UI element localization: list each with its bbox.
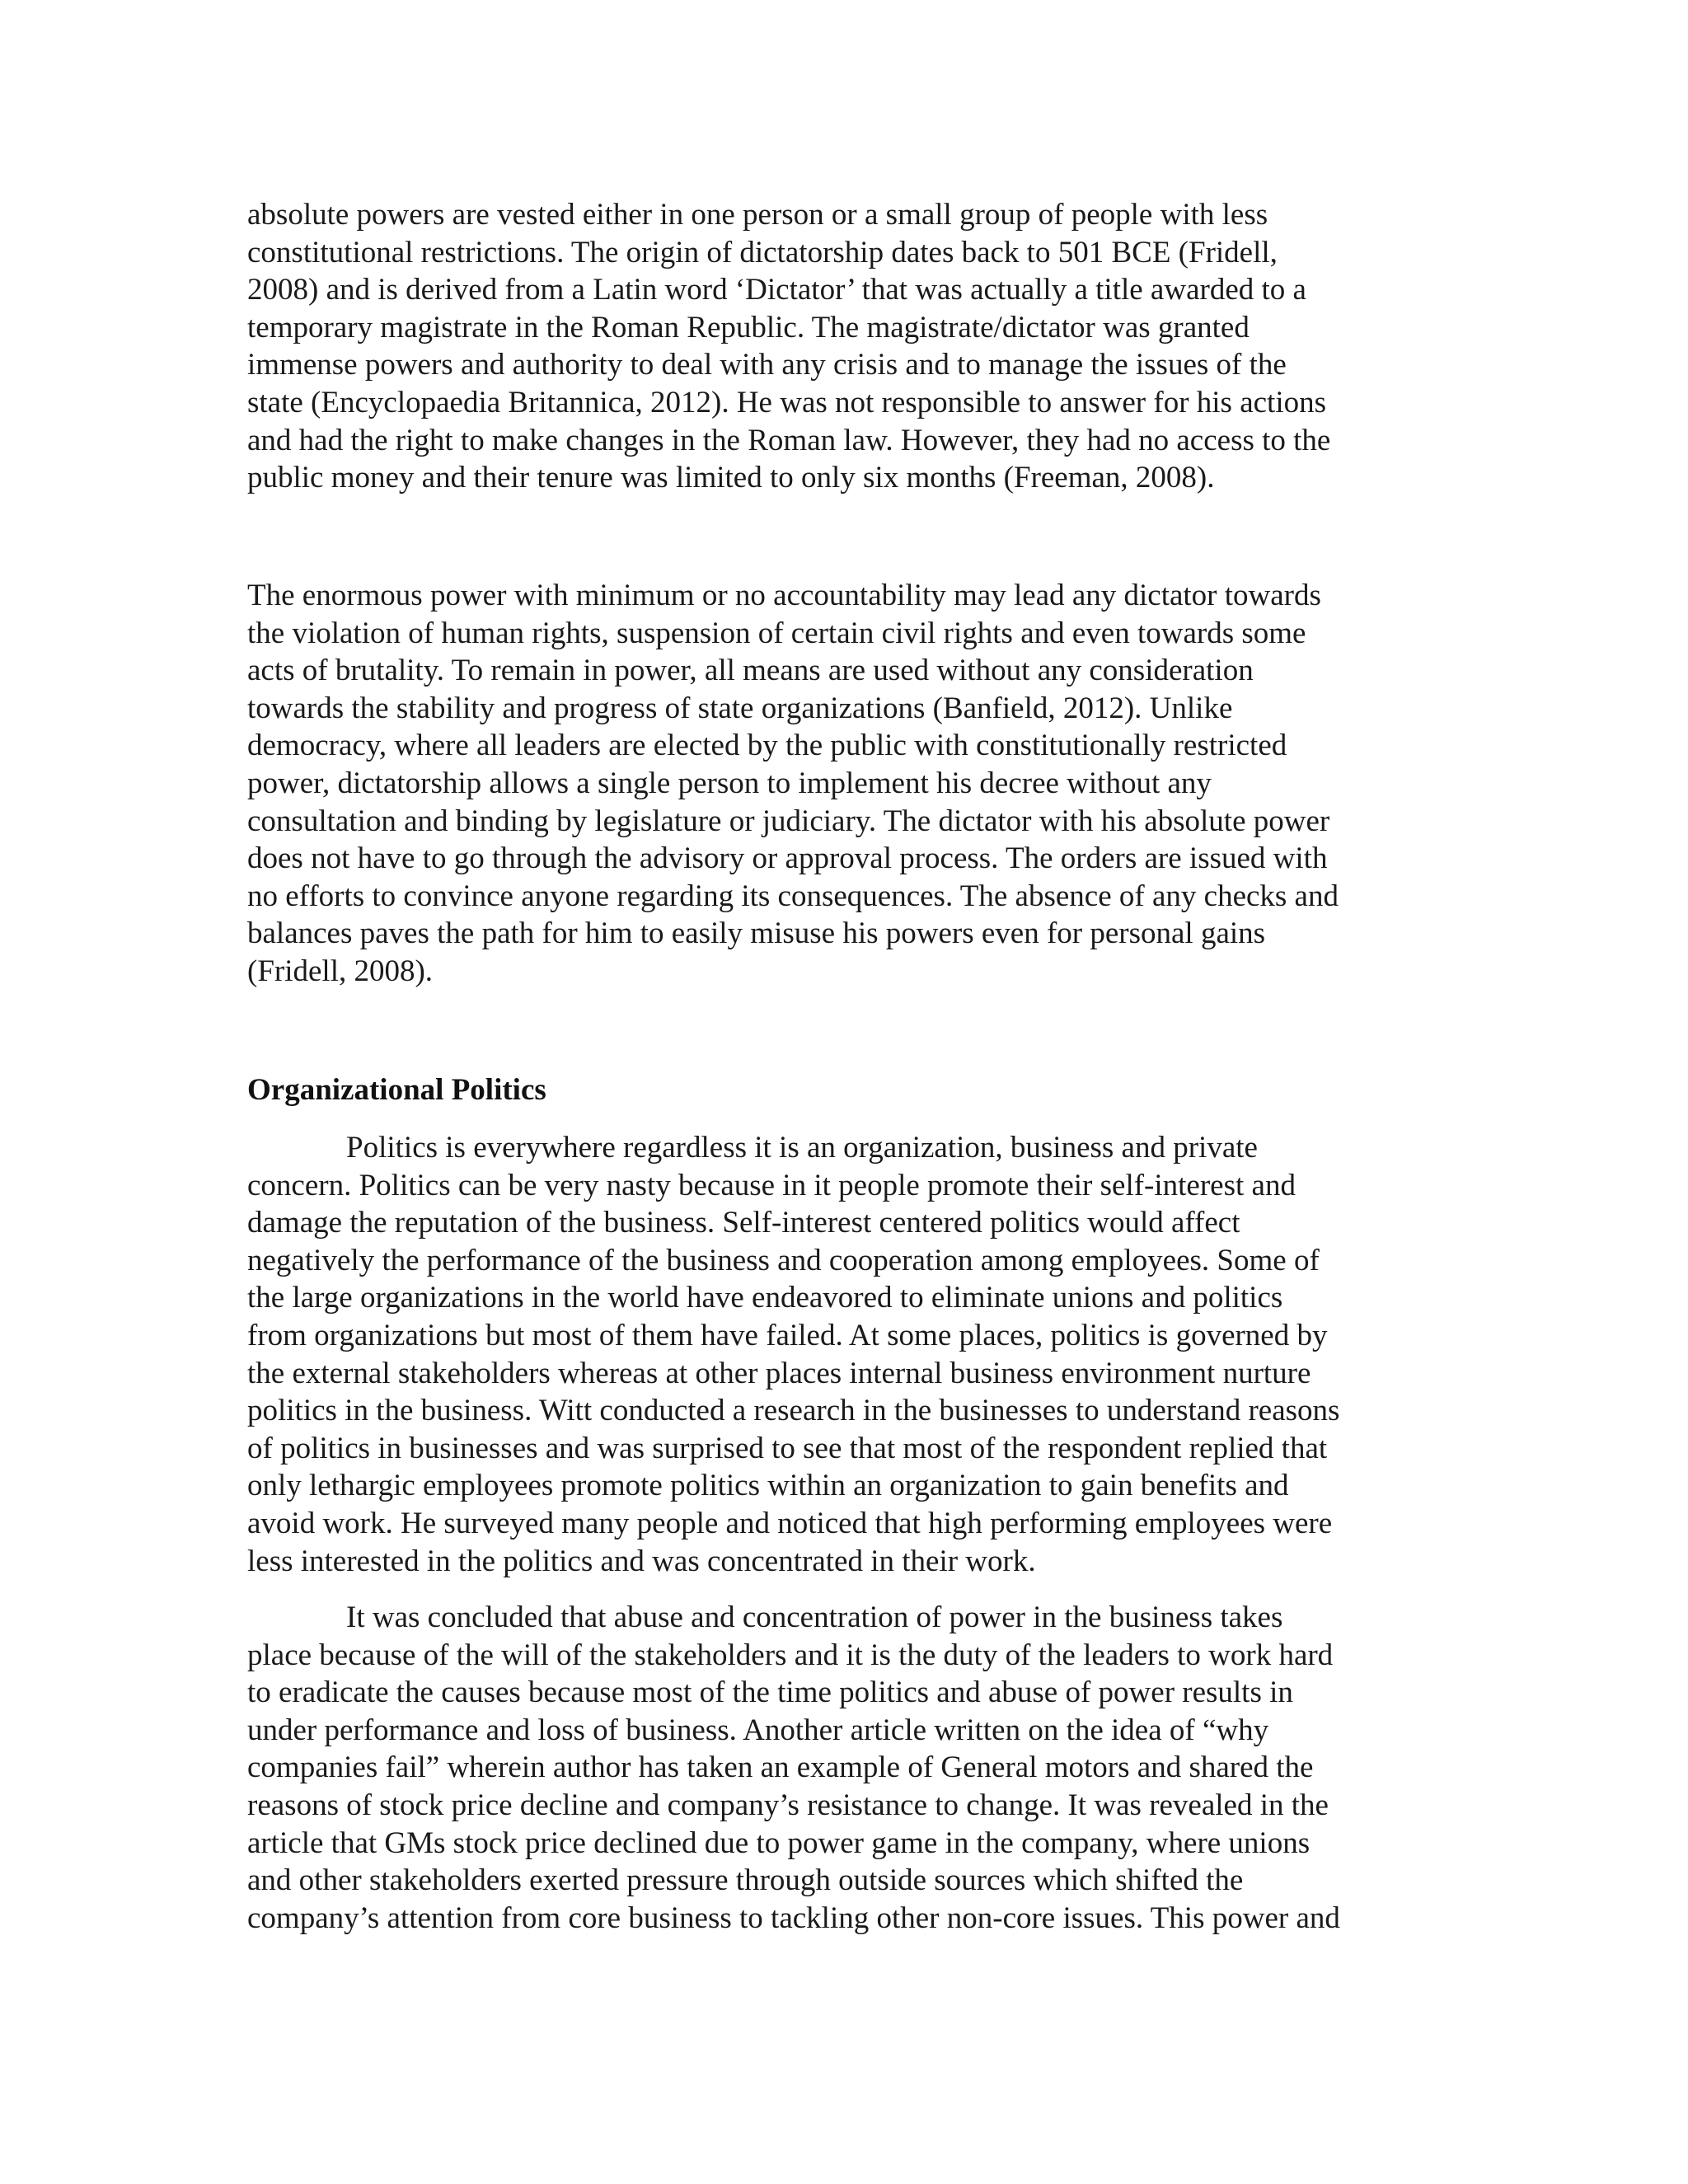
text-line: damage the reputation of the business. Self-interest centered politics would affect: [247, 1206, 1240, 1240]
text-line: balances paves the path for him to easily misuse his powers even for personal gains: [247, 916, 1266, 951]
text-line: place because of the will of the stakeholders and it is the duty of the leaders to work hard: [247, 1638, 1334, 1672]
text-line: and had the right to make changes in the Roman law. However, they had no access to the: [247, 423, 1331, 457]
text-line: avoid work. He surveyed many people and noticed that high performing employees were: [247, 1506, 1333, 1540]
text-line: to eradicate the causes because most of the time politics and abuse of power results in: [247, 1675, 1293, 1710]
text-line: absolute powers are vested either in one person or a small group of people with less: [247, 198, 1268, 232]
text-line: of politics in businesses and was surprised to see that most of the respondent replied that: [247, 1431, 1328, 1465]
text-line: temporary magistrate in the Roman Republic. The magistrate/dictator was granted: [247, 310, 1250, 344]
text-line: company’s attention from core business to tackling other non-core issues. This power and: [247, 1900, 1340, 1935]
text-line: democracy, where all leaders are elected by the public with constitutionally restricted: [247, 729, 1287, 763]
text-line: the external stakeholders whereas at other places internal business environment nurture: [247, 1356, 1311, 1390]
section-heading: Organizational Politics: [247, 1073, 546, 1107]
text-line: state (Encyclopaedia Britannica, 2012). He was not responsible to answer for his actions: [247, 385, 1327, 419]
text-line: does not have to go through the advisory or approval process. The orders are issued with: [247, 841, 1328, 876]
text-line: less interested in the politics and was concentrated in their work.: [247, 1544, 1036, 1578]
text-line: towards the stability and progress of state organizations (Banfield, 2012). Unlike: [247, 691, 1233, 725]
paragraph-dictator-power: [247, 577, 1442, 991]
text-line: 2008) and is derived from a Latin word ‘Dictator’ that was actually a title awarded to a: [247, 273, 1306, 307]
text-line: concern. Politics can be very nasty because in it people promote their self-interest and: [247, 1168, 1296, 1202]
text-line: immense powers and authority to deal with any crisis and to manage the issues of the: [247, 348, 1287, 382]
text-line: and other stakeholders exerted pressure through outside sources which shifted the: [247, 1863, 1244, 1898]
text-line: companies fail” wherein author has taken an example of General motors and shared the: [247, 1750, 1314, 1785]
text-line: power, dictatorship allows a single person to implement his decree without any: [247, 766, 1212, 800]
text-line: negatively the performance of the business and cooperation among employees. Some of: [247, 1243, 1320, 1277]
paragraph-dictatorship-origin: [247, 196, 1442, 497]
text-line: The enormous power with minimum or no accountability may lead any dictator towards: [247, 579, 1321, 612]
text-line: reasons of stock price decline and company’s resistance to change. It was revealed in the: [247, 1788, 1329, 1822]
paragraph-abuse-of-power: [247, 1599, 1442, 1937]
text-line: article that GMs stock price declined due to power game in the company, where unions: [247, 1825, 1311, 1860]
text-line: the violation of human rights, suspension of certain civil rights and even towards some: [247, 616, 1306, 650]
text-line: acts of brutality. To remain in power, all means are used without any consideration: [247, 654, 1254, 688]
text-line: It was concluded that abuse and concentration of power in the business takes: [346, 1601, 1283, 1634]
text-line: under performance and loss of business. Another article written on the idea of “why: [247, 1713, 1269, 1747]
text-line: public money and their tenure was limited to only six months (Freeman, 2008).: [247, 461, 1215, 495]
text-line: Politics is everywhere regardless it is an organization, business and private: [346, 1131, 1258, 1165]
text-line: the large organizations in the world have endeavored to eliminate unions and politics: [247, 1281, 1283, 1315]
text-line: no efforts to convince anyone regarding its consequences. The absence of any checks and: [247, 879, 1339, 913]
text-line: only lethargic employees promote politics within an organization to gain benefits and: [247, 1469, 1289, 1503]
text-line: constitutional restrictions. The origin of dictatorship dates back to 501 BCE (Fridell,: [247, 235, 1278, 269]
text-line: politics in the business. Witt conducted a research in the businesses to understand reasons: [247, 1394, 1340, 1428]
text-line: (Fridell, 2008).: [247, 954, 434, 988]
paragraph-politics-everywhere: [247, 1129, 1442, 1580]
text-line: from organizations but most of them have failed. At some places, politics is governed by: [247, 1318, 1328, 1352]
text-line: consultation and binding by legislature or judiciary. The dictator with his absolute power: [247, 804, 1330, 838]
